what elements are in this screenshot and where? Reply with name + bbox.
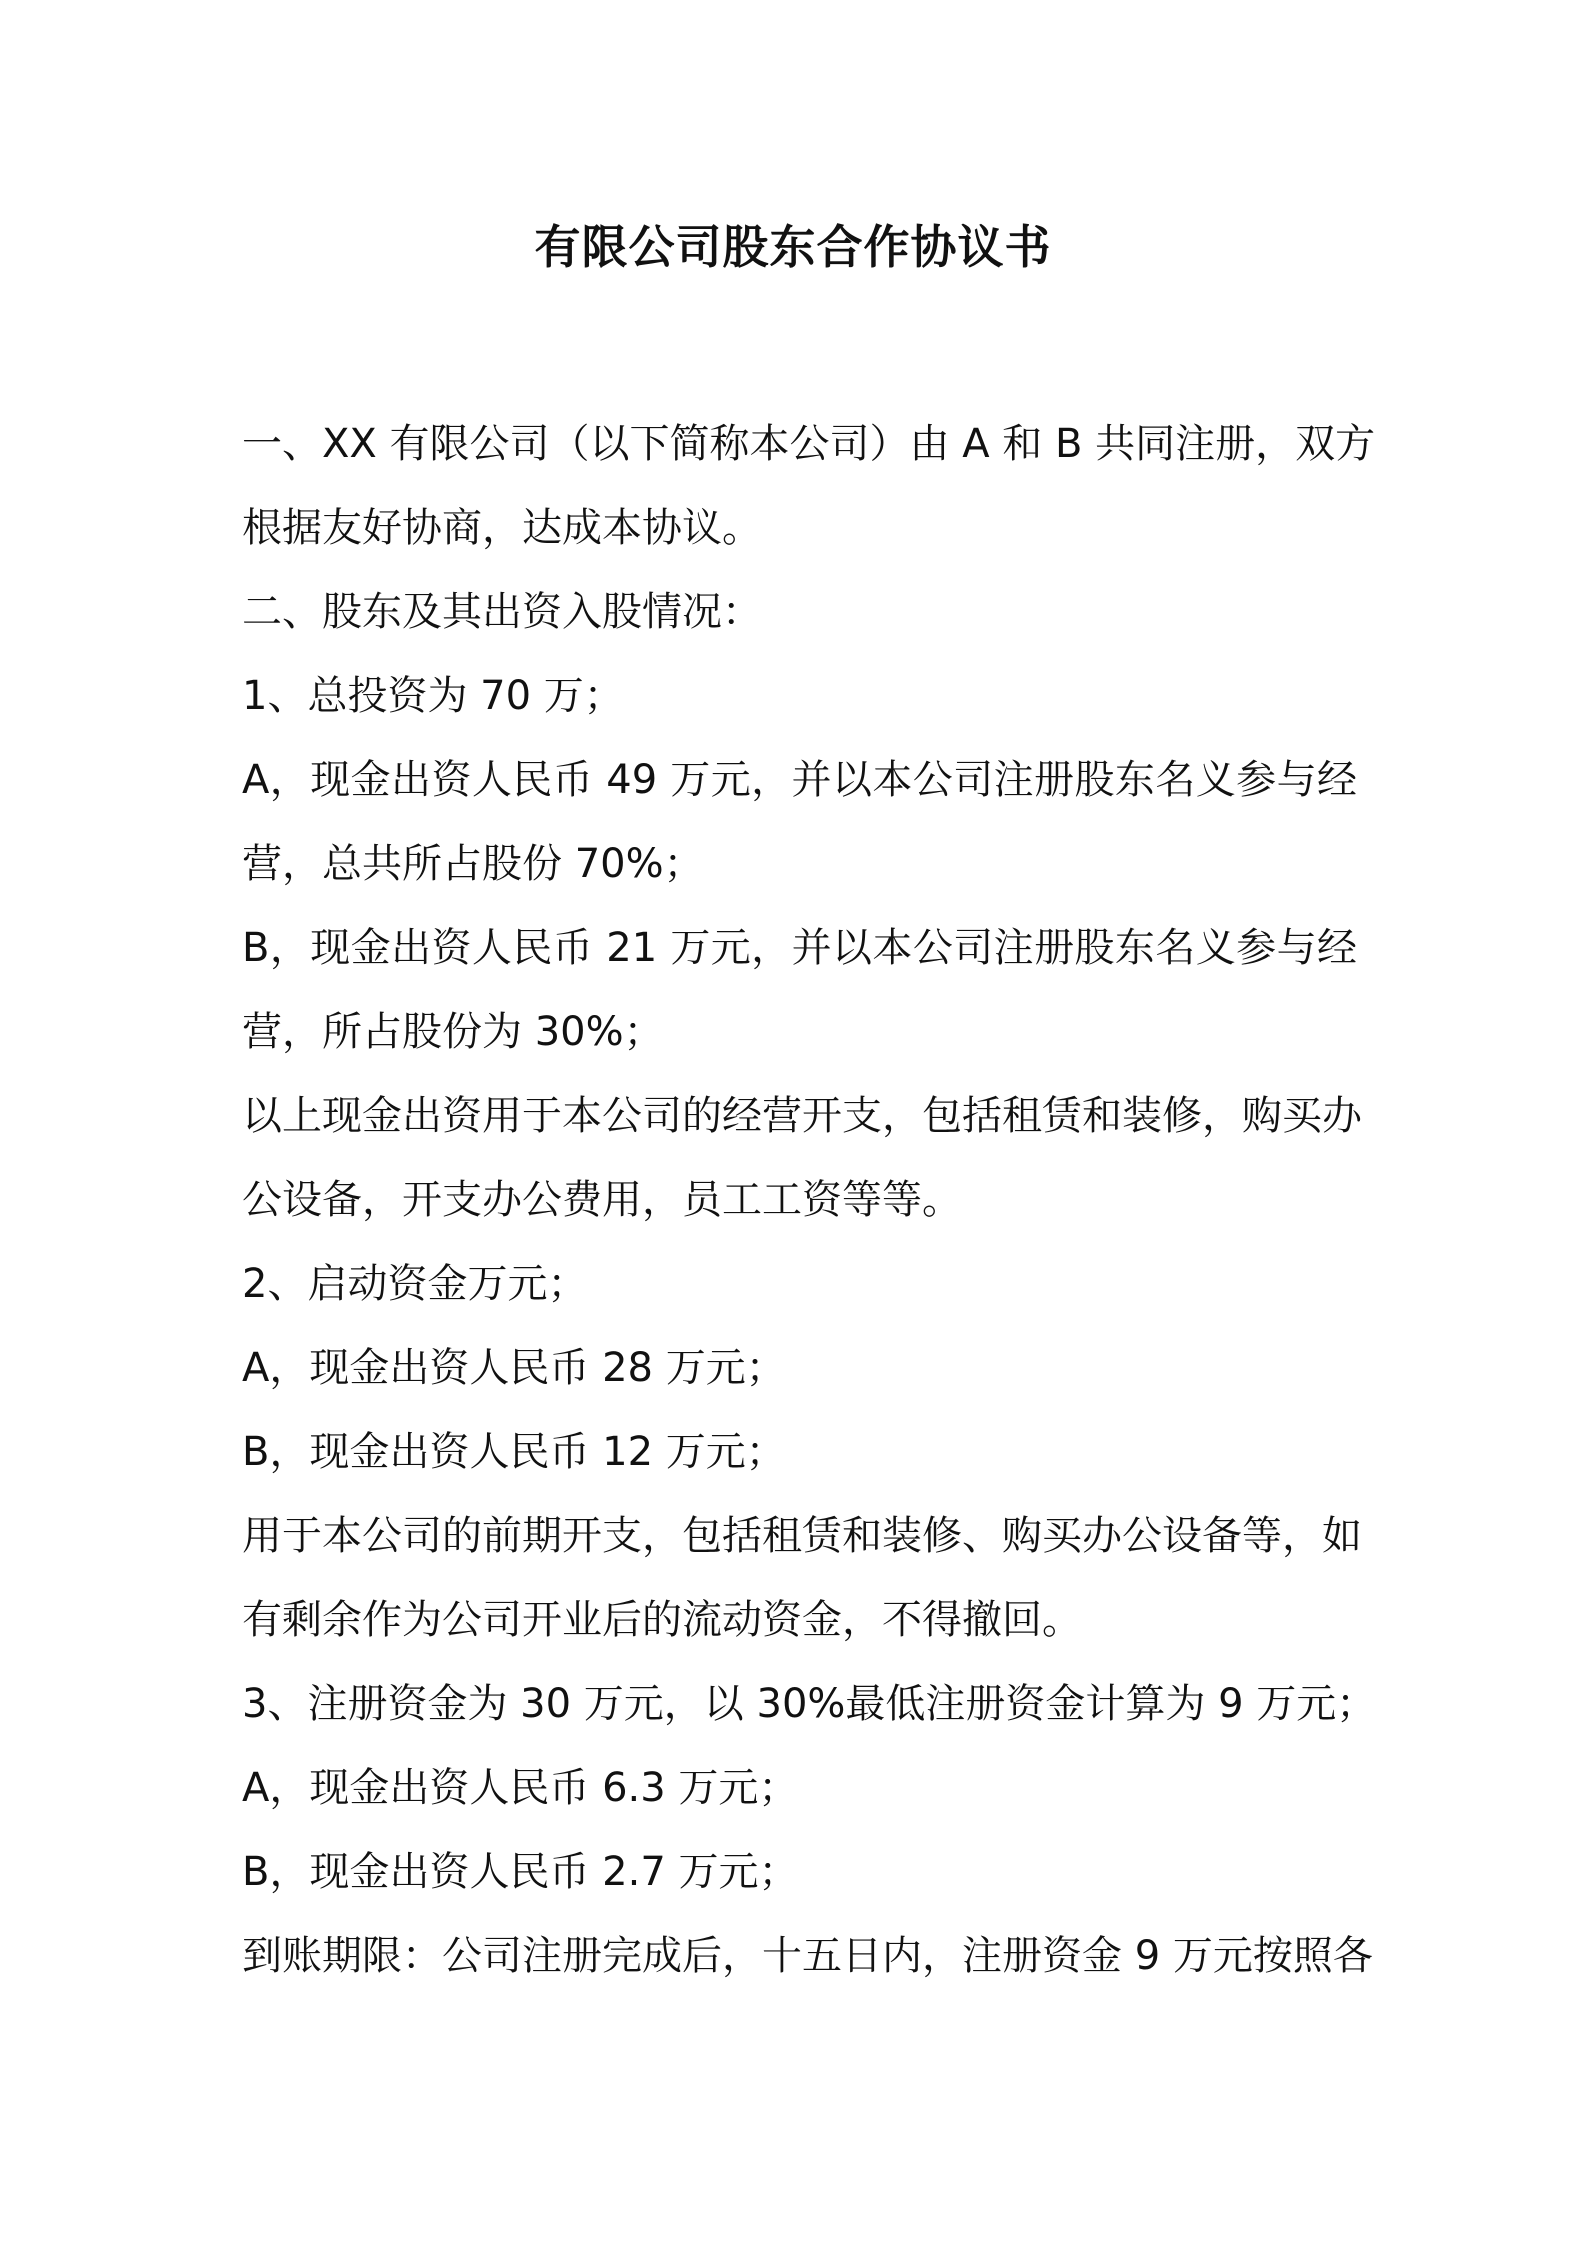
paragraph-line: A，现金出资人民币 6.3 万元； bbox=[242, 1765, 799, 1811]
clause-item: 1、总投资为 70 万； bbox=[242, 673, 624, 719]
paragraph-line: 一、XX 有限公司（以下简称本公司）由 A 和 B 共同注册，双方 bbox=[242, 421, 1376, 467]
paragraph-line: B，现金出资人民币 12 万元； bbox=[242, 1429, 786, 1475]
paragraph-line: 到账期限：公司注册完成后，十五日内，注册资金 9 万元按照各 bbox=[242, 1933, 1373, 1979]
clause-item: 2、启动资金万元； bbox=[242, 1261, 588, 1307]
section-heading: 二、股东及其出资入股情况： bbox=[242, 589, 762, 635]
paragraph-line: A，现金出资人民币 28 万元； bbox=[242, 1345, 786, 1391]
paragraph-line: B，现金出资人民币 21 万元，并以本公司注册股东名义参与经 bbox=[242, 925, 1357, 971]
clause-item: 3、注册资金为 30 万元，以 30%最低注册资金计算为 9 万元； bbox=[242, 1681, 1377, 1727]
paragraph-line: 用于本公司的前期开支，包括租赁和装修、购买办公设备等，如 bbox=[242, 1513, 1362, 1559]
document-title: 有限公司股东合作协议书 bbox=[534, 220, 1052, 274]
paragraph-line: 以上现金出资用于本公司的经营开支，包括租赁和装修，购买办 bbox=[242, 1093, 1362, 1139]
paragraph-line: 营，总共所占股份 70%； bbox=[242, 841, 704, 887]
paragraph-line: B，现金出资人民币 2.7 万元； bbox=[242, 1849, 799, 1895]
paragraph-line: 营，所占股份为 30%； bbox=[242, 1009, 664, 1055]
paragraph-line: 根据友好协商，达成本协议。 bbox=[242, 505, 762, 551]
document-body bbox=[242, 402, 1377, 1998]
paragraph-line: 公设备，开支办公费用，员工工资等等。 bbox=[242, 1177, 962, 1223]
paragraph-line: 有剩余作为公司开业后的流动资金，不得撤回。 bbox=[242, 1597, 1082, 1643]
paragraph-line: A，现金出资人民币 49 万元，并以本公司注册股东名义参与经 bbox=[242, 757, 1357, 803]
